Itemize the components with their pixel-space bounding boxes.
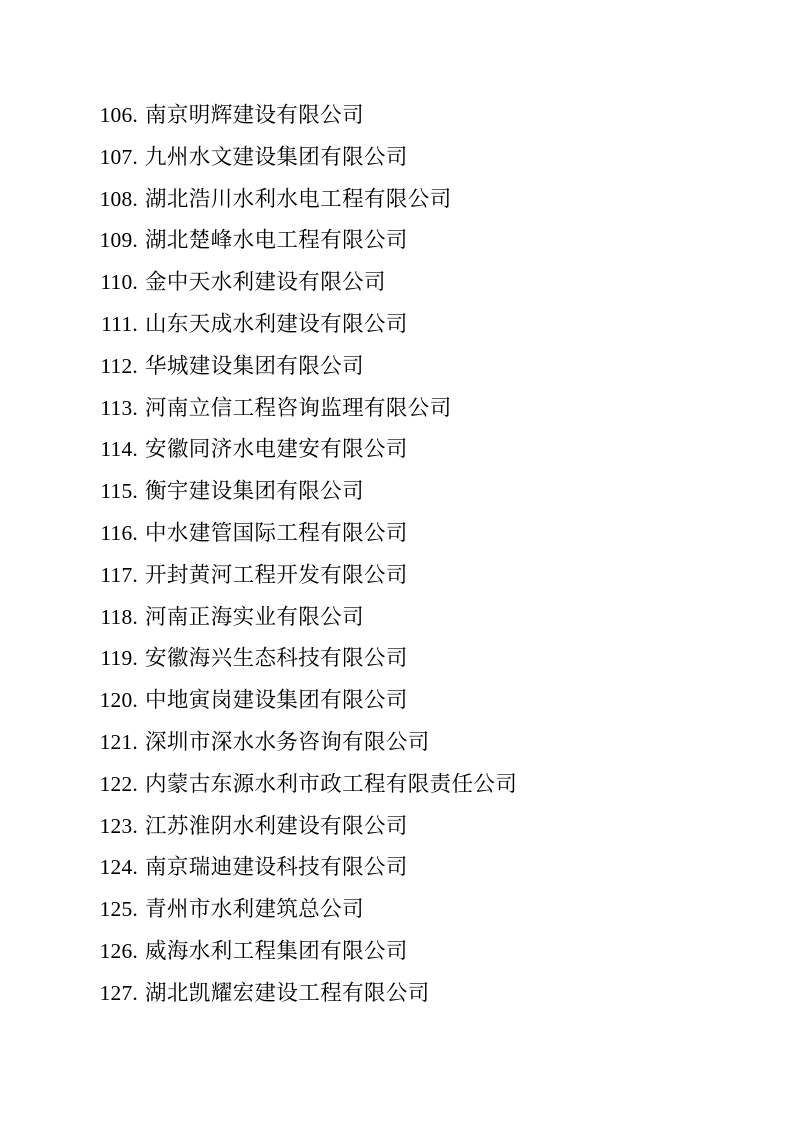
list-item bbox=[80, 638, 720, 680]
list-item-label: 安徽同济水电建安有限公司 bbox=[145, 437, 408, 463]
list-item bbox=[80, 680, 720, 722]
list-item-number: 115. bbox=[100, 479, 138, 504]
list-item-label: 南京明辉建设有限公司 bbox=[145, 103, 365, 128]
list-item bbox=[80, 806, 720, 848]
list-item bbox=[80, 973, 720, 1015]
list-item-number: 119. bbox=[100, 646, 138, 671]
list-item-label: 中水建管国际工程有限公司 bbox=[145, 520, 408, 546]
list-item-number: 106. bbox=[99, 103, 138, 127]
list-item bbox=[80, 764, 720, 806]
list-item-label: 中地寅岗建设集团有限公司 bbox=[145, 688, 408, 714]
list-item-label: 内蒙古东源水利市政工程有限责任公司 bbox=[145, 771, 518, 797]
list-item bbox=[80, 847, 720, 889]
list-item-number: 122. bbox=[99, 771, 138, 796]
list-item-number: 111. bbox=[101, 311, 138, 336]
list-item-number: 113. bbox=[100, 395, 138, 420]
list-item-label: 湖北凯耀宏建设工程有限公司 bbox=[145, 980, 430, 1006]
list-item-number: 108. bbox=[99, 186, 138, 211]
list-item bbox=[80, 262, 720, 304]
list-item bbox=[80, 555, 720, 597]
list-item bbox=[80, 597, 720, 639]
list-item-number: 112. bbox=[100, 353, 138, 378]
list-item bbox=[80, 95, 720, 137]
list-item-label: 湖北楚峰水电工程有限公司 bbox=[145, 228, 408, 254]
list-item-number: 107. bbox=[99, 144, 138, 169]
list-item-number: 109. bbox=[99, 228, 138, 253]
list-item-label: 华城建设集团有限公司 bbox=[145, 353, 365, 379]
list-item-label: 衡宇建设集团有限公司 bbox=[145, 479, 365, 505]
list-item-number: 118. bbox=[100, 604, 138, 629]
list-item-number: 110. bbox=[100, 270, 138, 295]
list-item bbox=[80, 429, 720, 471]
list-item-number: 127. bbox=[99, 980, 138, 1005]
list-item-label: 开封黄河工程开发有限公司 bbox=[145, 562, 408, 588]
list-item bbox=[80, 304, 720, 346]
list-item bbox=[80, 137, 720, 179]
list-item bbox=[80, 220, 720, 262]
list-item-label: 威海水利工程集团有限公司 bbox=[145, 938, 408, 964]
list-item bbox=[80, 346, 720, 388]
list-item-label: 金中天水利建设有限公司 bbox=[145, 270, 386, 296]
list-item-number: 126. bbox=[99, 938, 138, 963]
list-item-number: 117. bbox=[100, 562, 138, 587]
list-item-label: 河南正海实业有限公司 bbox=[145, 604, 365, 630]
list-item bbox=[80, 931, 720, 973]
list-item-number: 114. bbox=[100, 437, 138, 462]
list-item-label: 江苏淮阴水利建设有限公司 bbox=[145, 813, 408, 839]
list-item-label: 青州市水利建筑总公司 bbox=[145, 897, 365, 923]
list-item-number: 125. bbox=[99, 897, 138, 922]
list-item-number: 124. bbox=[99, 855, 138, 880]
list-item-label: 湖北浩川水利水电工程有限公司 bbox=[145, 186, 452, 212]
company-list bbox=[80, 95, 720, 1015]
list-item-label: 安徽海兴生态科技有限公司 bbox=[145, 646, 408, 672]
list-item-number: 121. bbox=[99, 729, 138, 754]
list-item bbox=[80, 513, 720, 555]
list-item bbox=[80, 471, 720, 513]
list-item bbox=[80, 179, 720, 221]
list-item-label: 深圳市深水水务咨询有限公司 bbox=[145, 729, 430, 755]
list-item-label: 南京瑞迪建设科技有限公司 bbox=[145, 855, 408, 881]
list-item-number: 120. bbox=[99, 688, 138, 713]
list-item-number: 116. bbox=[100, 520, 138, 545]
list-item bbox=[80, 889, 720, 931]
list-item-label: 九州水文建设集团有限公司 bbox=[145, 144, 408, 170]
list-item-label: 山东天成水利建设有限公司 bbox=[145, 311, 408, 337]
list-item-label: 河南立信工程咨询监理有限公司 bbox=[145, 395, 452, 421]
list-item bbox=[80, 722, 720, 764]
list-item-number: 123. bbox=[99, 813, 138, 838]
list-item bbox=[80, 388, 720, 430]
